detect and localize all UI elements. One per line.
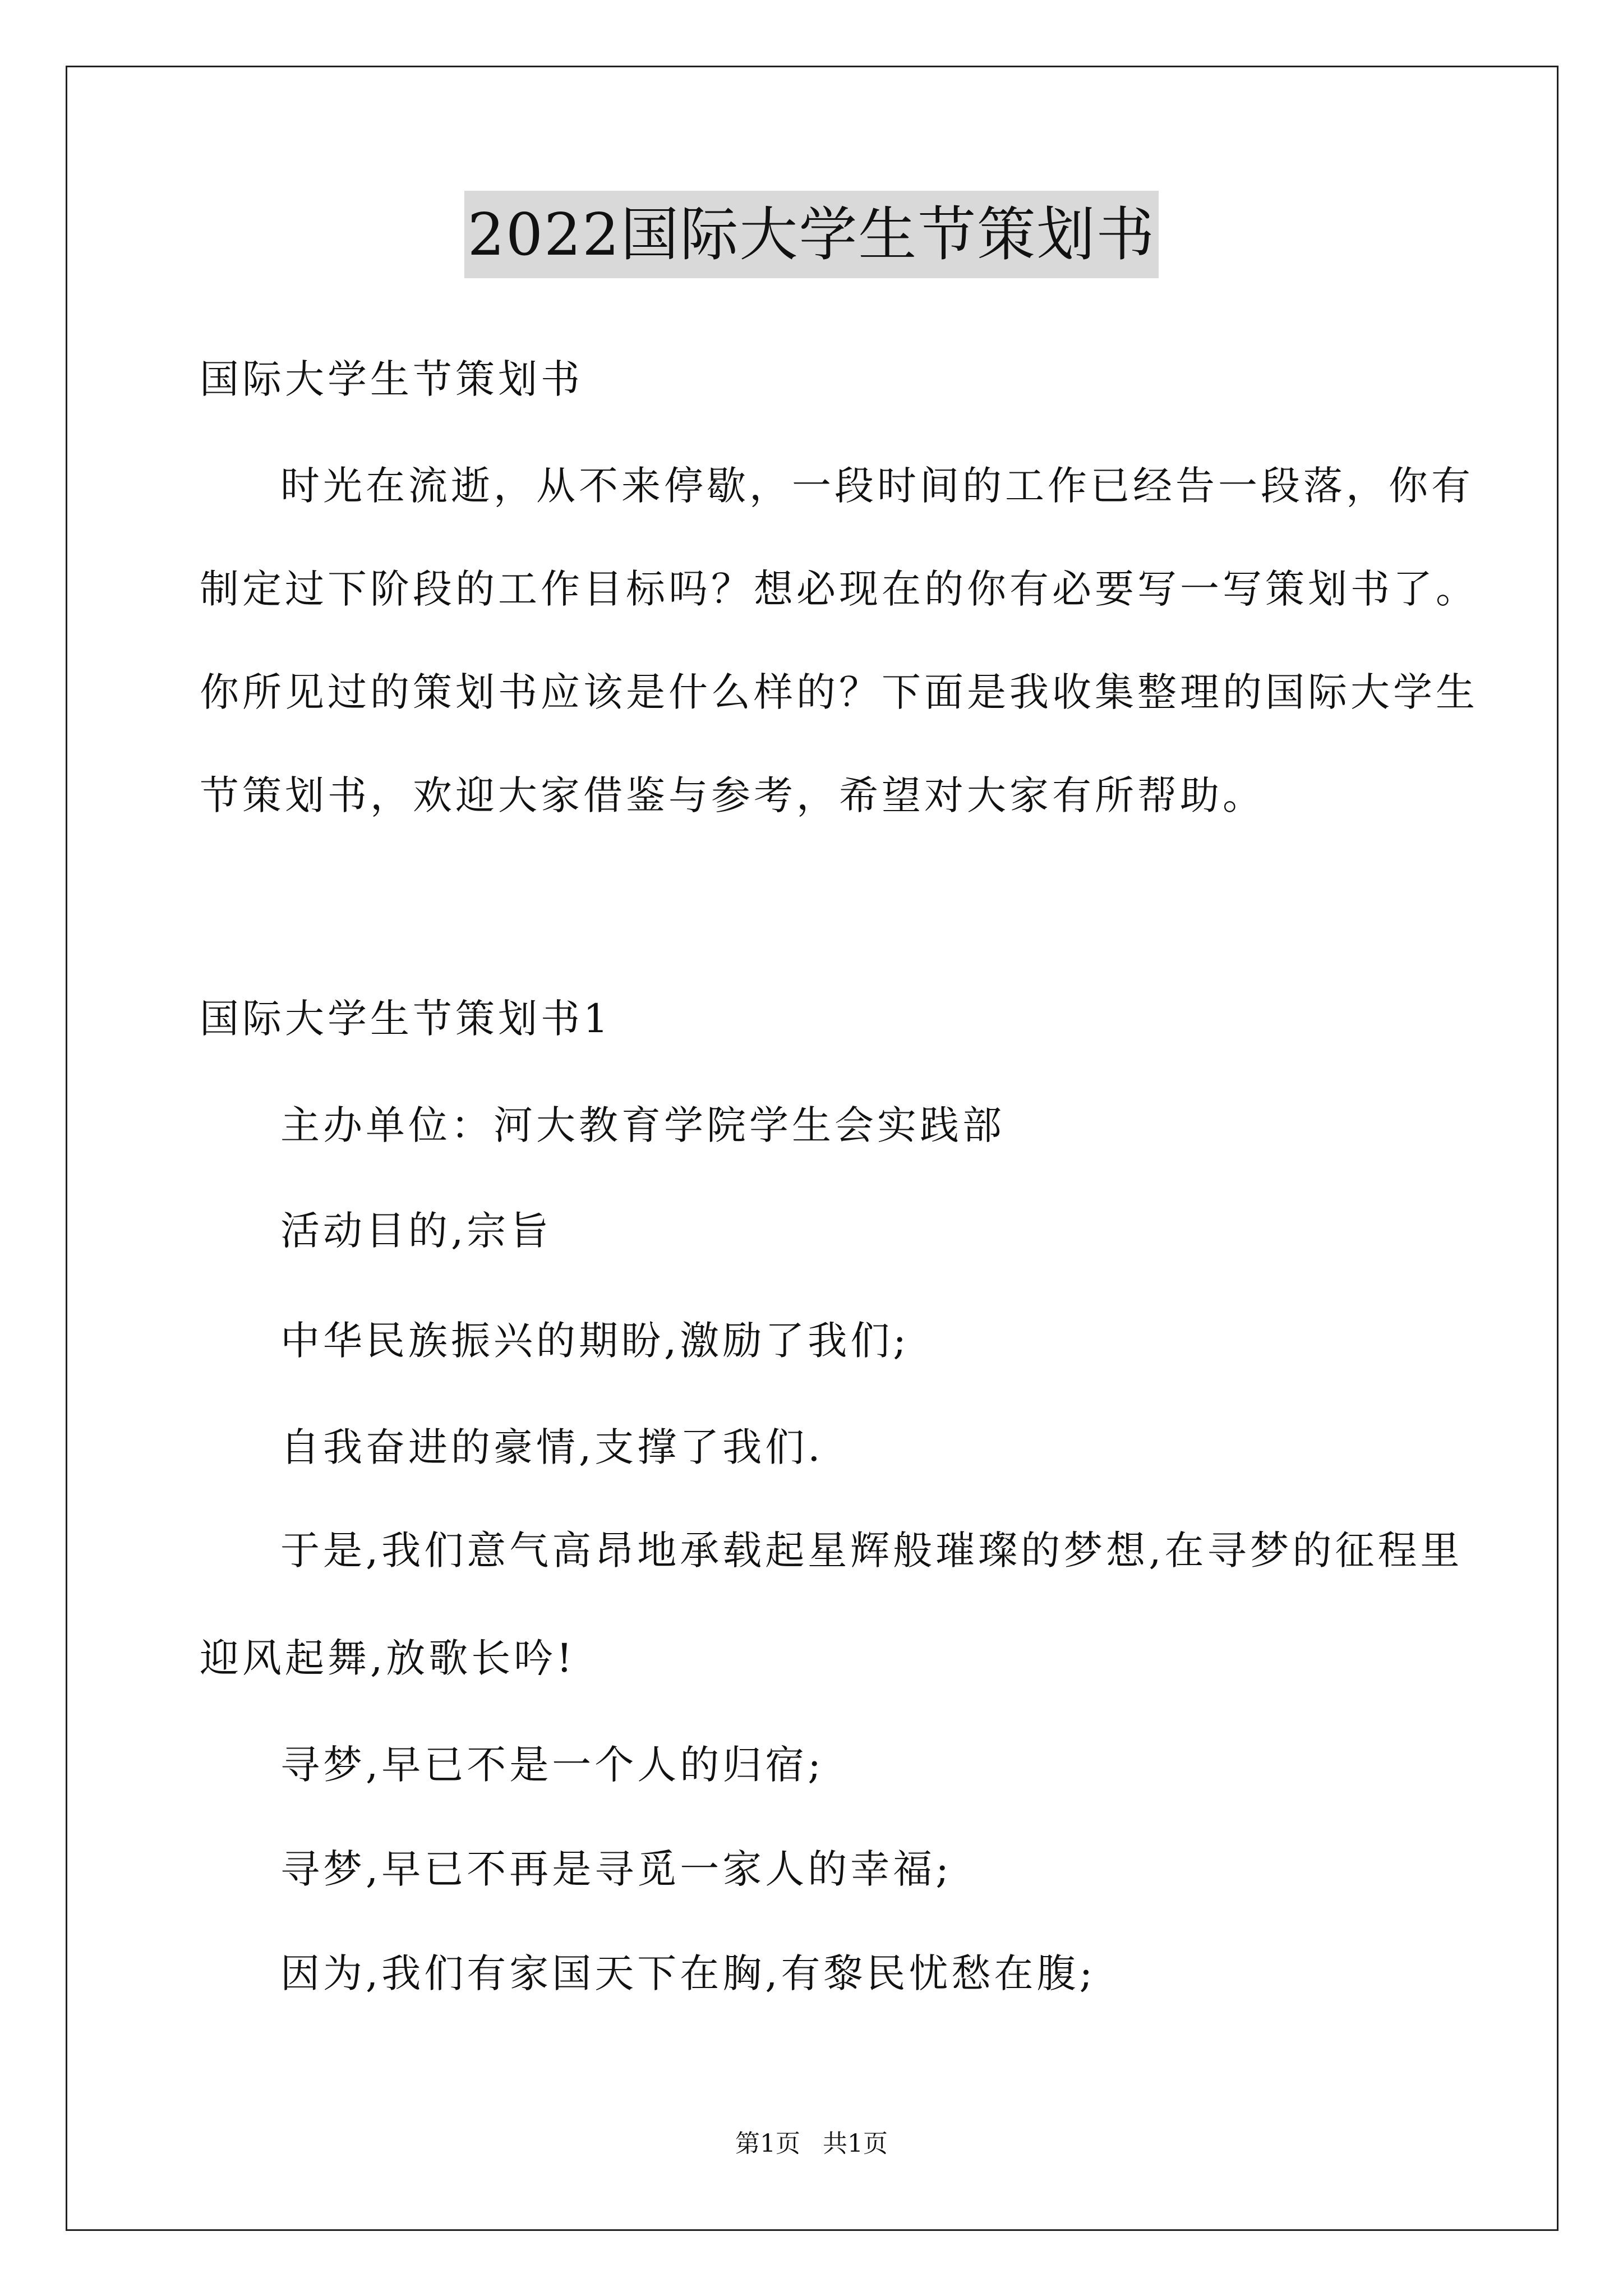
- paragraph-line: 于是,我们意气高昂地承载起星辉般璀璨的梦想,在寻梦的征程里: [280, 1527, 1463, 1573]
- page-number: 第1页: [735, 2129, 800, 2158]
- paragraph-line: 节策划书，欢迎大家借鉴与参考，希望对大家有所帮助。: [200, 772, 1265, 818]
- paragraph-line: 寻梦,早已不再是寻觅一家人的幸福;: [280, 1846, 952, 1892]
- paragraph-line: 自我奋进的豪情,支撑了我们.: [280, 1424, 824, 1470]
- title-container: [0, 191, 1623, 278]
- paragraph-line: 寻梦,早已不是一个人的归宿;: [280, 1742, 824, 1788]
- doc-subtitle: 国际大学生节策划书: [200, 356, 583, 402]
- page-footer: [0, 2127, 1623, 2161]
- paragraph-line: 主办单位：河大教育学院学生会实践部: [280, 1102, 1005, 1148]
- page-total: 共1页: [823, 2129, 888, 2158]
- paragraph-line: 因为,我们有家国天下在胸,有黎民忧愁在腹;: [280, 1950, 1096, 1996]
- paragraph-line: 活动目的,宗旨: [280, 1208, 552, 1254]
- paragraph-line: 中华民族振兴的期盼,激励了我们;: [280, 1318, 910, 1364]
- paragraph-line: 你所见过的策划书应该是什么样的？下面是我收集整理的国际大学生: [200, 669, 1478, 715]
- paragraph-line: 时光在流逝，从不来停歇，一段时间的工作已经告一段落，你有: [280, 463, 1474, 509]
- paragraph-line: 迎风起舞,放歌长吟!: [200, 1635, 576, 1681]
- paragraph-line: 制定过下阶段的工作目标吗？想必现在的你有必要写一写策划书了。: [200, 566, 1478, 612]
- section-heading: 国际大学生节策划书1: [200, 996, 612, 1042]
- document-title: 2022国际大学生节策划书: [464, 191, 1159, 278]
